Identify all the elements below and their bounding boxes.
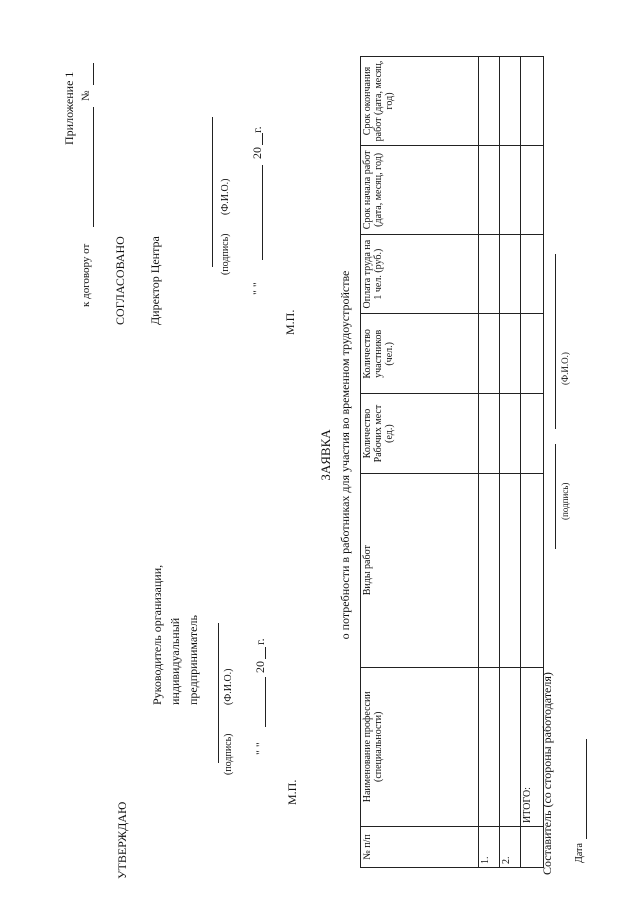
table-cell [479, 234, 500, 314]
agree-stamp: М.П. [283, 309, 297, 335]
header-work-types: Виды работ [361, 473, 479, 667]
table-header-row [361, 57, 479, 868]
table-cell [500, 394, 521, 474]
form-title: ЗАЯВКА [318, 429, 333, 481]
table-cell [479, 394, 500, 474]
header-workplaces: Количество Рабочих мест (ед.) [361, 394, 479, 474]
approve-role-line-2: индивидуальный [168, 617, 182, 705]
header-end-date: Срок окончания работ (дата, месяц, год) [361, 57, 479, 146]
header-salary: Оплата труда на 1 чел. (руб.) [361, 234, 479, 314]
table-cell [479, 667, 500, 826]
approve-role-line-3: предприниматель [186, 615, 200, 705]
table-cell [500, 234, 521, 314]
appendix-contract-line [93, 107, 94, 227]
table-cell: 2. [500, 827, 521, 868]
appendix-title: Приложение 1 [62, 71, 76, 145]
compiler-sign-caption: (подпись) [560, 482, 570, 520]
table-cell [479, 57, 500, 146]
appendix-number-sign: № [80, 90, 92, 101]
compiler-sign-line [555, 444, 556, 549]
agree-year-line [262, 133, 263, 145]
compiler-name-caption: (Ф.И.О.) [560, 352, 570, 385]
table-cell [500, 57, 521, 146]
form-subtitle: о потребности в работниках для участия во временном трудоустройстве [338, 270, 352, 640]
agree-date-line [262, 165, 263, 260]
table-cell [479, 145, 500, 234]
table-row [500, 57, 521, 868]
approve-stamp: М.П. [285, 779, 299, 805]
approve-date-year: 20 [253, 661, 267, 673]
date-label: Дата [574, 843, 585, 863]
requirements-table [360, 56, 544, 868]
compiler-name-line [555, 254, 556, 429]
approve-date-prefix: " " [253, 742, 267, 755]
approve-name-caption: (Ф.И.О.) [223, 668, 234, 705]
table-cell [500, 667, 521, 826]
agree-title: СОГЛАСОВАНО [113, 236, 127, 325]
table-cell [479, 314, 500, 394]
table-cell [521, 57, 544, 146]
agree-date-prefix: " " [250, 282, 264, 295]
approve-title: УТВЕРЖДАЮ [115, 801, 129, 879]
table-cell [521, 314, 544, 394]
approve-sign-line [218, 623, 219, 763]
table-cell [521, 394, 544, 474]
agree-role: Директор Центра [148, 236, 162, 325]
appendix-number-line [93, 63, 94, 85]
agree-date-suffix: г. [250, 126, 264, 133]
table-cell [500, 473, 521, 667]
agree-sign-line [212, 117, 213, 267]
compiler-label: Составитель (со стороны работодателя) [540, 672, 554, 875]
approve-sign-caption: (подпись) [223, 733, 234, 775]
table-cell: 1. [479, 827, 500, 868]
table-cell [521, 234, 544, 314]
approve-role-line-1: Руководитель организации, [150, 564, 164, 705]
total-label: ИТОГО: [521, 667, 544, 826]
header-profession: Наименование профессии (специальности) [361, 667, 479, 826]
agree-date-year: 20 [250, 147, 264, 159]
table-cell [500, 314, 521, 394]
agree-sign-caption: (подпись) [220, 233, 231, 275]
approve-year-line [265, 647, 266, 659]
appendix-contract: к договору от [80, 243, 92, 307]
table-cell [521, 473, 544, 667]
date-line [586, 739, 587, 839]
header-participants: Количество участников (чел.) [361, 314, 479, 394]
table-cell [521, 145, 544, 234]
table-cell [479, 473, 500, 667]
approve-date-suffix: г. [253, 638, 267, 645]
approve-date-line [265, 677, 266, 727]
header-number: № п/п [361, 827, 479, 868]
agree-name-caption: (Ф.И.О.) [220, 178, 231, 215]
header-start-date: Срок начала работ (дата, месяц, год) [361, 145, 479, 234]
table-row [479, 57, 500, 868]
table-cell [500, 145, 521, 234]
